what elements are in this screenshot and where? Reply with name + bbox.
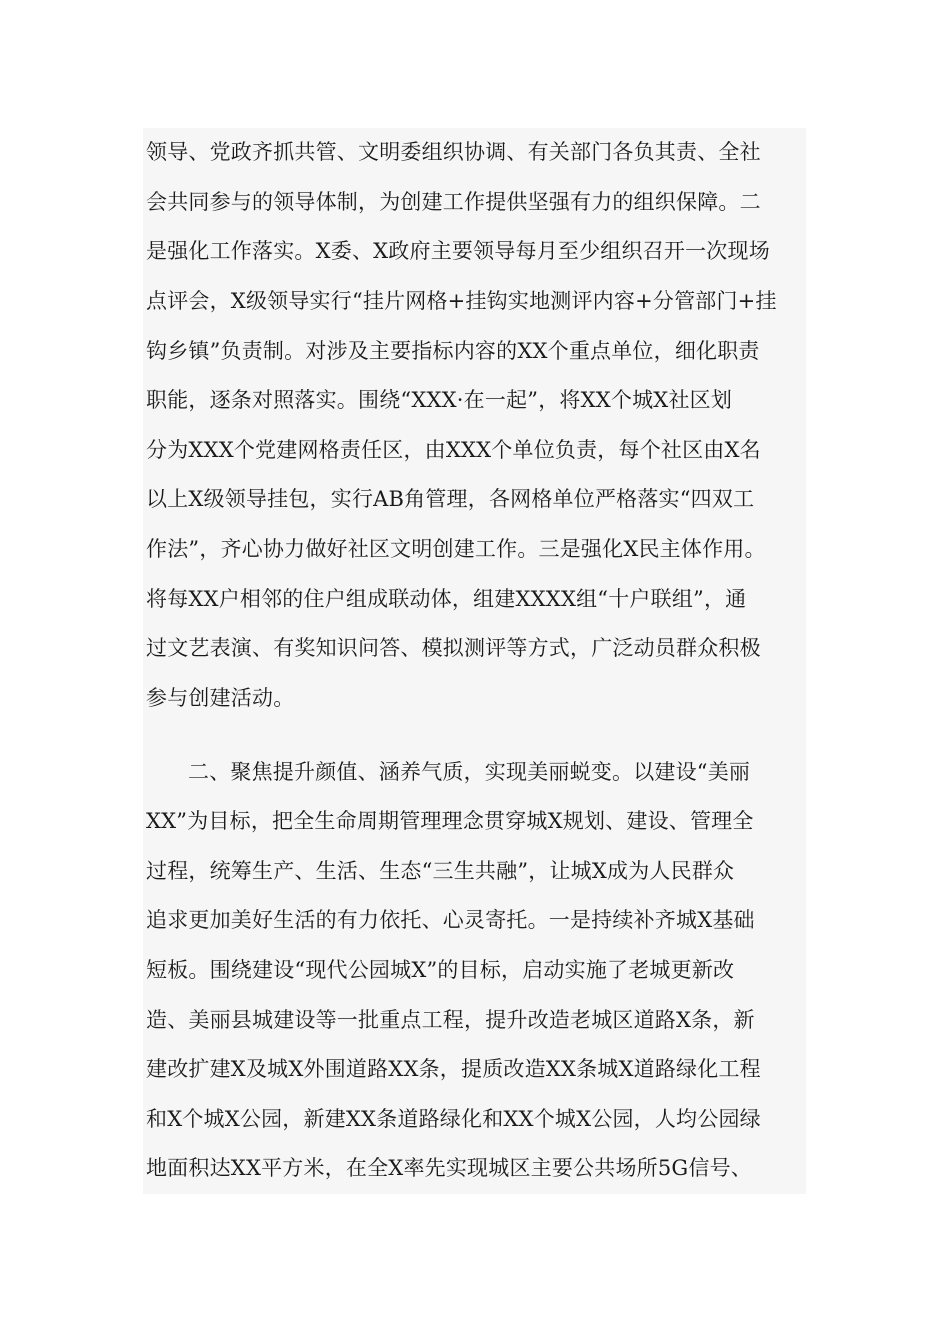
paragraph-line: 作法”，齐心协力做好社区文明创建工作。三是强化X民主体作用。 (146, 537, 766, 561)
paragraph-line: 地面积达XX平方米，在全X率先实现城区主要公共场所5G信号、 (146, 1156, 752, 1180)
paragraph-line: XX”为目标，把全生命周期管理理念贯穿城X规划、建设、管理全 (146, 809, 754, 833)
paragraph-line: 会共同参与的领导体制，为创建工作提供坚强有力的组织保障。二 (146, 190, 761, 214)
paragraph-line: 分为XXX个党建网格责任区，由XXX个单位负责，每个社区由X名 (146, 438, 761, 462)
paragraph-line: 建改扩建X及城X外围道路XX条，提质改造XX条城X道路绿化工程 (146, 1057, 761, 1081)
paragraph-line: 参与创建活动。 (146, 686, 295, 710)
paragraph-line: 和X个城X公园，新建XX条道路绿化和XX个城X公园，人均公园绿 (146, 1107, 761, 1131)
paragraph-line: 将每XX户相邻的住户组成联动体，组建XXXX组“十户联组”，通 (146, 587, 747, 611)
paragraph-line: 职能，逐条对照落实。围绕“XXX·在一起”，将XX个城X社区划 (146, 388, 733, 412)
paragraph-line: 追求更加美好生活的有力依托、心灵寄托。一是持续补齐城X基础 (146, 908, 755, 932)
paragraph-line: 领导、党政齐抓共管、文明委组织协调、有关部门各负其责、全社 (146, 140, 761, 164)
paragraph-line: 是强化工作落实。X委、X政府主要领导每月至少组织召开一次现场 (146, 239, 770, 263)
paragraph-line: 钩乡镇”负责制。对涉及主要指标内容的XX个重点单位，细化职责 (146, 339, 760, 363)
paragraph-line: 二、聚焦提升颜值、涵养气质，实现美丽蜕变。以建设“美丽 (188, 760, 751, 784)
paragraph-line: 过文艺表演、有奖知识问答、模拟测评等方式，广泛动员群众积极 (146, 636, 761, 660)
paragraph-line: 过程，统筹生产、生活、生态“三生共融”，让城X成为人民群众 (146, 859, 735, 883)
paragraph-line: 以上X级领导挂包，实行AB角管理，各网格单位严格落实“四双工 (146, 487, 755, 511)
paragraph-line: 点评会，X级领导实行“挂片网格+挂钩实地测评内容+分管部门+挂 (146, 289, 777, 313)
paragraph-line: 造、美丽县城建设等一批重点工程，提升改造老城区道路X条，新 (146, 1008, 755, 1032)
paragraph-line: 短板。围绕建设“现代公园城X”的目标，启动实施了老城更新改 (146, 958, 735, 982)
